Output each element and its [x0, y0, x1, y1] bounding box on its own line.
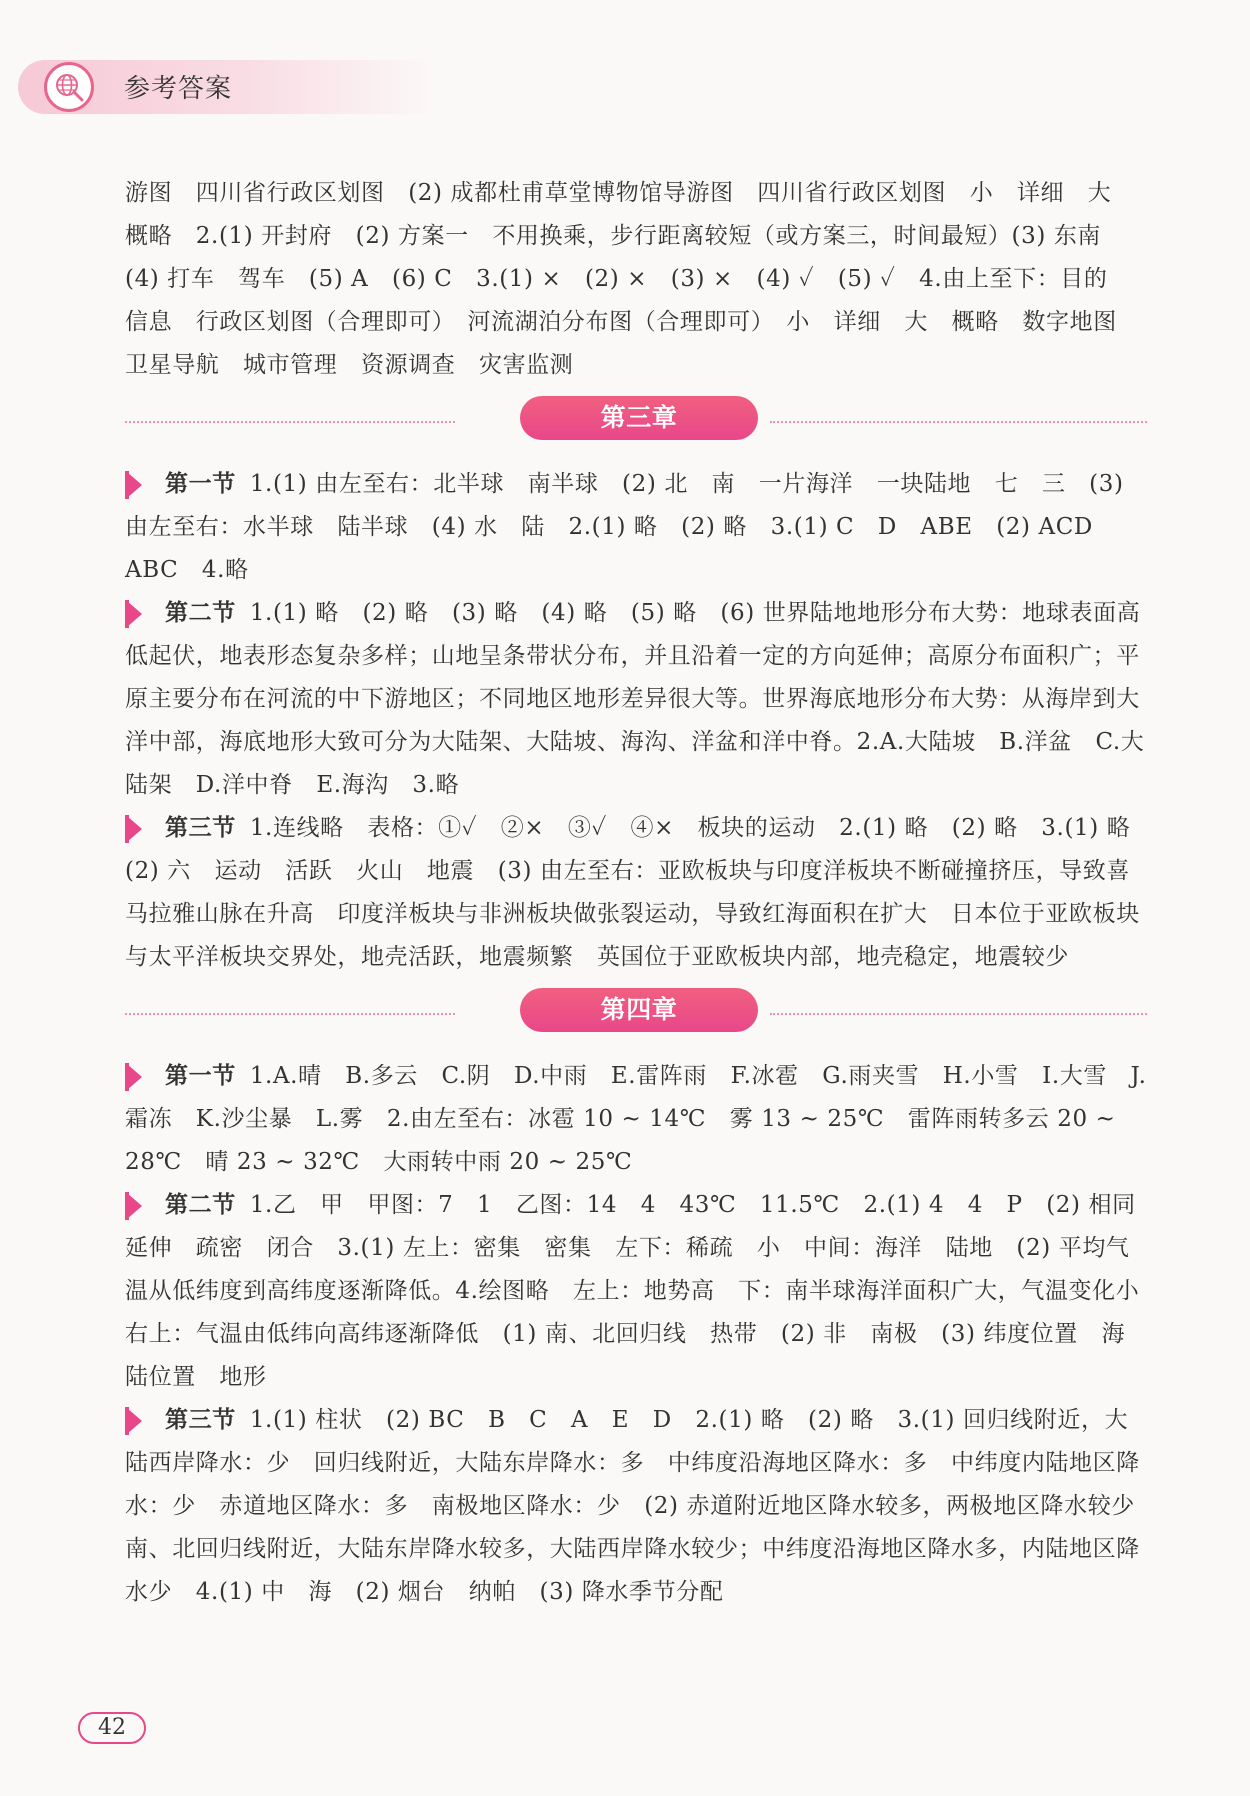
globe-search-icon [44, 62, 94, 112]
section-text: 1.乙 甲 甲图：7 1 乙图：14 4 43℃ 11.5℃ 2.(1) 4 4 P (2) 相同 延伸 疏密 闭合 3.(1) 左上：密集 密集 左下：稀疏 小 中间：海洋 陆地 (2) 平均气温从低纬度到高纬度逐渐降低。4.绘图略 左上：地势高 下：南半球海洋面积广大，气温变化小 右上：气温由低纬向高纬逐渐降低 (1) 南、北回归线 热带 (2) 非 南极 (3) 纬度位置 海陆位置 地形 [125, 1192, 1163, 1390]
section-label: 第二节 [125, 592, 236, 635]
section-label: 第一节 [125, 1055, 236, 1098]
answer-paragraph [125, 807, 1154, 979]
page-header-title: 参考答案 [124, 74, 233, 104]
answer-paragraph [125, 463, 1147, 592]
divider-line [125, 421, 455, 423]
answer-paragraph: 游图 四川省行政区划图 (2) 成都杜甫草堂博物馆导游图 四川省行政区划图 小 详细 大 概略 2.(1) 开封府 (2) 方案一 不用换乘，步行距离较短（或方案三，时间最短）(3) 东南 (4) 打车 驾车 (5) A (6) C 3.(1) × (2) × (3) × (4) ✓ (5) ✓ 4.由上至下：目的 信息 行政区划图（合理即可） 河流湖泊分布图（合理即可） 小 详细 大 概略 数字地图 卫星导航 城市管理 资源调查 灾害监测 [125, 180, 1141, 378]
answer-paragraph [125, 592, 1147, 807]
chapter-divider [125, 393, 1147, 455]
divider-line [770, 421, 1147, 423]
chapter-title: 第四章 [520, 988, 758, 1032]
section-label: 第三节 [125, 1399, 236, 1442]
chapter-title: 第三章 [520, 396, 758, 440]
section-label: 第二节 [125, 1184, 236, 1227]
answer-content [125, 172, 1163, 1614]
section-label: 第三节 [125, 807, 236, 850]
chapter-divider [125, 985, 1147, 1047]
section-text: 1.(1) 略 (2) 略 (3) 略 (4) 略 (5) 略 (6) 世界陆地地形分布大势：地球表面高低起伏，地表形态复杂多样；山地呈条带状分布，并且沿着一定的方向延伸；高原分布面积广；平原主要分布在河流的中下游地区；不同地区地形差异很大等。世界海底地形分布大势：从海岸到大洋中部，海底地形大致可分为大陆架、大陆坡、海沟、洋盆和洋中脊。2.A.大陆坡 B.洋盆 C.大陆架 D.洋中脊 E.海沟 3.略 [125, 600, 1145, 798]
section-text: 1.连线略 表格：①✓ ②× ③✓ ④× 板块的运动 2.(1) 略 (2) 略 3.(1) 略 (2) 六 运动 活跃 火山 地震 (3) 由左至右：亚欧板块与印度洋板块不断碰撞挤压，导致喜马拉雅山脉在升高 印度洋板块与非洲板块做张裂运动，导致红海面积在扩大 日本位于亚欧板块与太平洋板块交界处，地壳活跃，地震频繁 英国位于亚欧板块内部，地壳稳定，地震较少 [125, 815, 1154, 970]
section-text: 1.(1) 由左至右：北半球 南半球 (2) 北 南 一片海洋 一块陆地 七 三 (3) 由左至右：水半球 陆半球 (4) 水 陆 2.(1) 略 (2) 略 3.(1) C D ABE (2) ACD ABC 4.略 [125, 471, 1124, 583]
divider-line [125, 1013, 455, 1015]
section-text: 1.A.晴 B.多云 C.阴 D.中雨 E.雷阵雨 F.冰雹 G.雨夹雪 H.小雪 I.大雪 J.霜冻 K.沙尘暴 L.雾 2.由左至右：冰雹 10 ~ 14℃ 雾 13 ~ 25℃ 雷阵雨转多云 20 ~ 28℃ 晴 23 ~ 32℃ 大雨转中雨 20 ~ 25℃ [125, 1063, 1147, 1175]
answer-paragraph [125, 1184, 1163, 1399]
section-label: 第一节 [125, 463, 236, 506]
answer-paragraph [125, 1055, 1147, 1184]
section-text: 1.(1) 柱状 (2) BC B C A E D 2.(1) 略 (2) 略 3.(1) 回归线附近，大陆西岸降水：少 回归线附近，大陆东岸降水：多 中纬度沿海地区降水：多 中纬度内陆地区降水：少 赤道地区降水：多 南极地区降水：少 (2) 赤道附近地区降水较多，两极地区降水较少 南、北回归线附近，大陆东岸降水较多，大陆西岸降水较少；中纬度沿海地区降水多，内陆地区降水少 4.(1) 中 海 (2) 烟台 纳帕 (3) 降水季节分配 [125, 1407, 1159, 1605]
page-number: 42 [78, 1712, 146, 1744]
divider-line [770, 1013, 1147, 1015]
answer-paragraph [125, 1399, 1159, 1614]
